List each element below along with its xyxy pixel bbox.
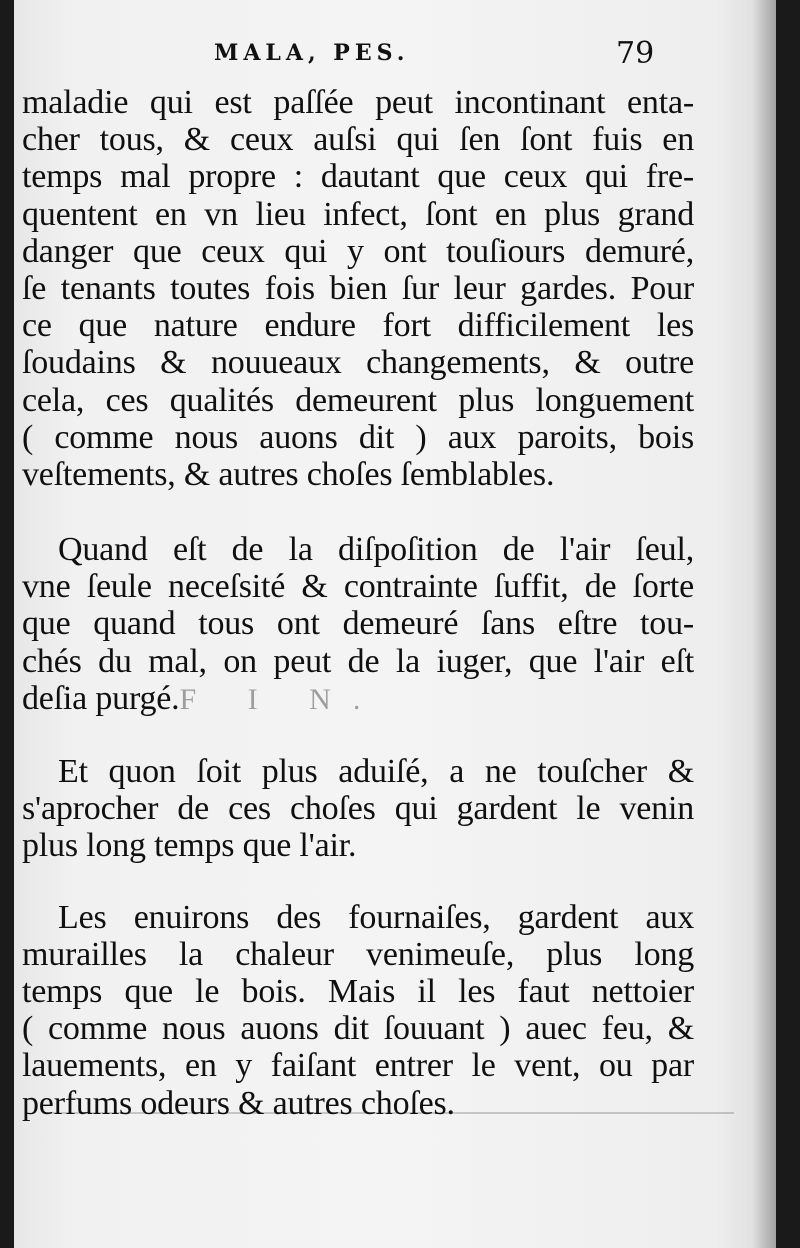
text-line: temps que le bois. Mais il les faut nettoier (22, 972, 694, 1010)
paragraph-4 (22, 899, 694, 1122)
text-line: ſe tenants toutes fois bien ſur leur gardes. Pour (22, 269, 694, 307)
text-line: lauements, en y faiſant entrer le vent, ou par (22, 1047, 694, 1085)
text-line: cela, ces qualités demeurent plus longuement (22, 381, 694, 419)
page-header (14, 36, 776, 76)
text-line: ſoudains & nouueaux changements, & outre (22, 344, 694, 382)
text-line: s'aprocher de ces choſes qui gardent le venin (22, 790, 694, 828)
text-line: ( comme nous auons dit ſouuant ) auec feu, & (22, 1010, 694, 1048)
paragraph-2 (22, 531, 694, 717)
text-line (22, 680, 694, 717)
text-line: temps mal propre : dautant que ceux qui fre- (22, 158, 694, 196)
text-line: chés du mal, on peut de la iuger, que l'air eſt (22, 642, 694, 680)
text-line: veſtements, & autres choſes ſemblables. (22, 455, 555, 493)
page-number: 79 (616, 36, 655, 71)
paragraph-1 (22, 84, 694, 493)
text-line: quentent en vn lieu infect, ſont en plus grand (22, 195, 694, 233)
text-line: vne ſeule neceſsité & contrainte ſuffit, de ſorte (22, 568, 694, 606)
page-crease (44, 1112, 734, 1114)
text-line: danger que ceux qui y ont touſiours demuré, (22, 232, 694, 270)
body-text (22, 84, 694, 1122)
text-line: que quand tous ont demeuré ſans eſtre tou- (22, 605, 694, 643)
text-line: murailles la chaleur venimeuſe, plus long (22, 935, 694, 973)
text-line: Quand eſt de la diſpoſition de l'air ſeul, (58, 531, 694, 569)
text-line: perfums odeurs & autres choſes. (22, 1084, 455, 1122)
running-head: MALA, PES. (214, 40, 410, 66)
text-line-end: deſia purgé. (22, 679, 180, 717)
fin-mark: F I N. (179, 682, 383, 716)
text-line: Et quon ſoit plus aduiſé, a ne touſcher & (58, 753, 694, 790)
book-page (14, 0, 776, 1248)
gutter-shadow (752, 0, 776, 1248)
text-line: ce que nature endure fort difficilement les (22, 307, 694, 345)
text-line: plus long temps que l'air. (22, 827, 357, 865)
text-line: cher tous, & ceux auſsi qui ſen ſont fuis en (22, 121, 694, 159)
text-line: Les enuirons des fournaiſes, gardent aux (58, 898, 694, 936)
paragraph-3 (22, 753, 694, 865)
text-line: ( comme nous auons dit ) aux paroits, bois (22, 418, 694, 456)
text-line: maladie qui est paſſée peut incontinant enta- (22, 84, 694, 121)
